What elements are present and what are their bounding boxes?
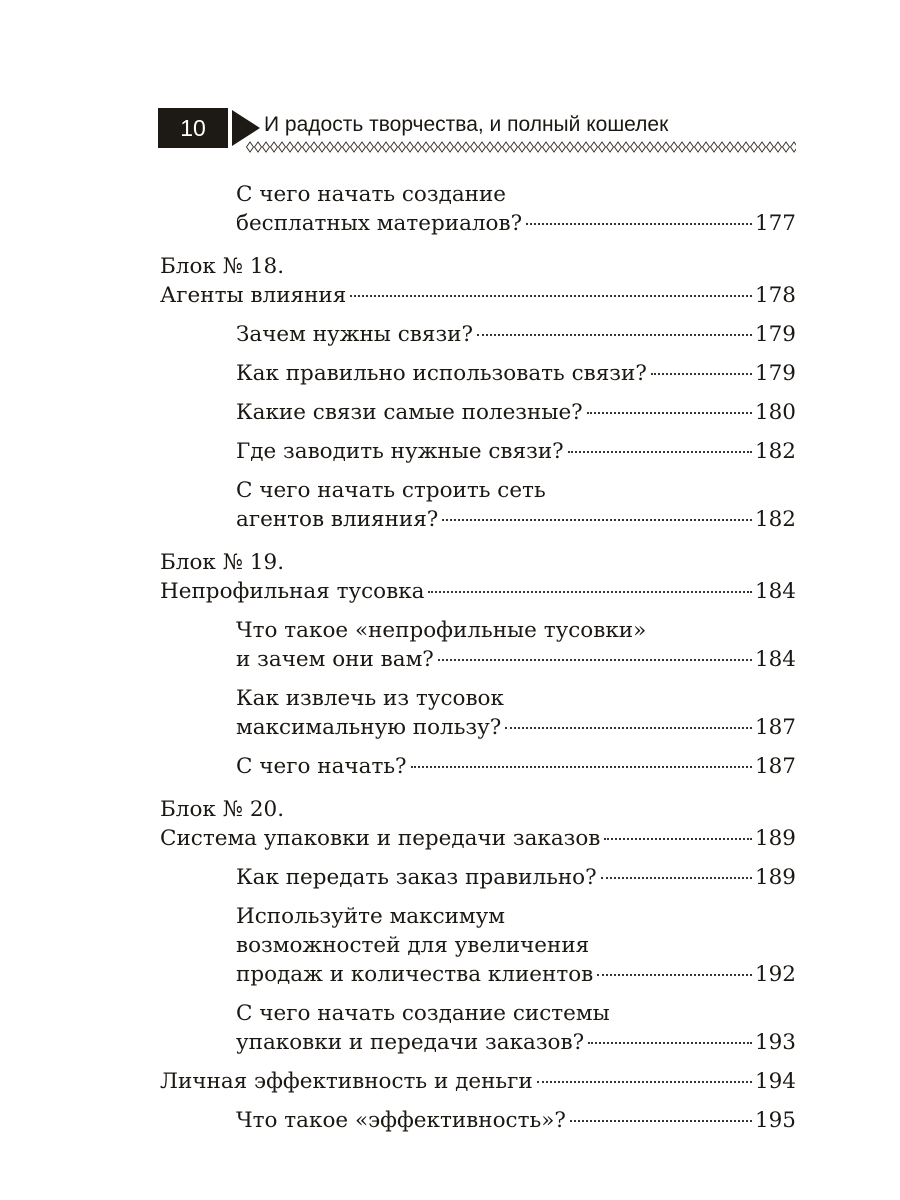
toc-entry [160, 180, 796, 238]
dot-leader [505, 727, 752, 729]
toc-entry [160, 437, 796, 466]
block-label: Блок № 18. [160, 254, 285, 279]
toc-chapter-title: Непрофильная тусовка [160, 579, 425, 604]
dot-leader [587, 412, 752, 414]
toc-entry-text: Как передать заказ правильно? [236, 865, 597, 890]
toc-page-number: 194 [754, 1069, 796, 1094]
toc-entry-text: продаж и количества клиентов [236, 962, 594, 987]
toc-page-number: 187 [754, 715, 796, 740]
toc-entry [160, 616, 796, 674]
toc-page-number: 179 [754, 322, 796, 347]
toc-chapter-entry [160, 824, 796, 853]
dot-leader [438, 659, 752, 661]
toc-entry-text: Где заводить нужные связи? [236, 439, 564, 464]
dot-leader [601, 877, 752, 879]
toc-page-number: 180 [754, 400, 796, 425]
toc-page-number: 182 [754, 507, 796, 532]
toc-chapter-entry [160, 577, 796, 606]
toc-chapter-title: Личная эффективность и деньги [160, 1069, 533, 1094]
dot-leader [537, 1081, 752, 1083]
toc-entry [160, 359, 796, 388]
block-label: Блок № 19. [160, 550, 285, 575]
dot-leader [568, 451, 752, 453]
toc-entry [160, 902, 796, 989]
dot-leader [350, 295, 752, 297]
toc-page-number: 189 [754, 865, 796, 890]
toc-page-number: 187 [754, 754, 796, 779]
toc-entry [160, 752, 796, 781]
toc-entry [160, 320, 796, 349]
dot-leader [477, 334, 752, 336]
table-of-contents [160, 180, 796, 1135]
toc-entry-line: С чего начать создание [236, 182, 507, 207]
decorative-border [246, 141, 796, 153]
toc-entry-text: и зачем они вам? [236, 647, 434, 672]
toc-entry-line: возможностей для увеличения [236, 933, 590, 958]
dot-leader [604, 838, 752, 840]
toc-entry-line: Что такое «непрофильные тусовки» [236, 618, 647, 643]
running-title: И радость творчества, и полный кошелек [264, 113, 669, 136]
toc-entry-line: С чего начать строить сеть [236, 478, 546, 503]
toc-chapter-entry [160, 1067, 796, 1096]
toc-page-number: 192 [754, 962, 796, 987]
toc-entry-text: Какие связи самые полезные? [236, 400, 583, 425]
toc-entry-text: Зачем нужны связи? [236, 322, 474, 347]
dot-leader [651, 373, 752, 375]
toc-chapter-title: Система упаковки и передачи заказов [160, 826, 601, 851]
toc-page-number: 178 [754, 283, 796, 308]
toc-entry-text: агентов влияния? [236, 507, 439, 532]
toc-page-number: 184 [754, 647, 796, 672]
toc-entry-text: Что такое «эффективность»? [236, 1108, 566, 1133]
running-header [158, 108, 798, 156]
toc-entry-line: Используйте максимум [236, 904, 506, 929]
toc-entry [160, 999, 796, 1057]
toc-entry-text: упаковки и передачи заказов? [236, 1030, 585, 1055]
dot-leader [597, 974, 752, 976]
toc-entry [160, 476, 796, 534]
dot-leader [588, 1042, 752, 1044]
toc-page-number: 182 [754, 439, 796, 464]
toc-entry-text: Как правильно использовать связи? [236, 361, 647, 386]
toc-page-number: 195 [754, 1108, 796, 1133]
toc-page-number: 184 [754, 579, 796, 604]
toc-page-number: 193 [754, 1030, 796, 1055]
dot-leader [411, 766, 752, 768]
page-number: 10 [158, 108, 228, 148]
toc-entry [160, 684, 796, 742]
toc-page-number: 179 [754, 361, 796, 386]
toc-page-number: 177 [754, 211, 796, 236]
toc-chapter-title: Агенты влияния [160, 283, 347, 308]
dot-leader [526, 223, 752, 225]
toc-entry-text: максимальную пользу? [236, 715, 502, 740]
toc-entry [160, 398, 796, 427]
dot-leader [428, 591, 751, 593]
toc-entry [160, 1106, 796, 1135]
toc-page-number: 189 [754, 826, 796, 851]
toc-chapter-entry [160, 281, 796, 310]
dot-leader [442, 519, 752, 521]
toc-entry-text: С чего начать? [236, 754, 407, 779]
dot-leader [570, 1120, 752, 1122]
toc-entry-line: Как извлечь из тусовок [236, 686, 504, 711]
toc-entry-line: С чего начать создание системы [236, 1001, 610, 1026]
toc-entry [160, 863, 796, 892]
block-label: Блок № 20. [160, 797, 285, 822]
toc-entry-text: бесплатных материалов? [236, 211, 523, 236]
